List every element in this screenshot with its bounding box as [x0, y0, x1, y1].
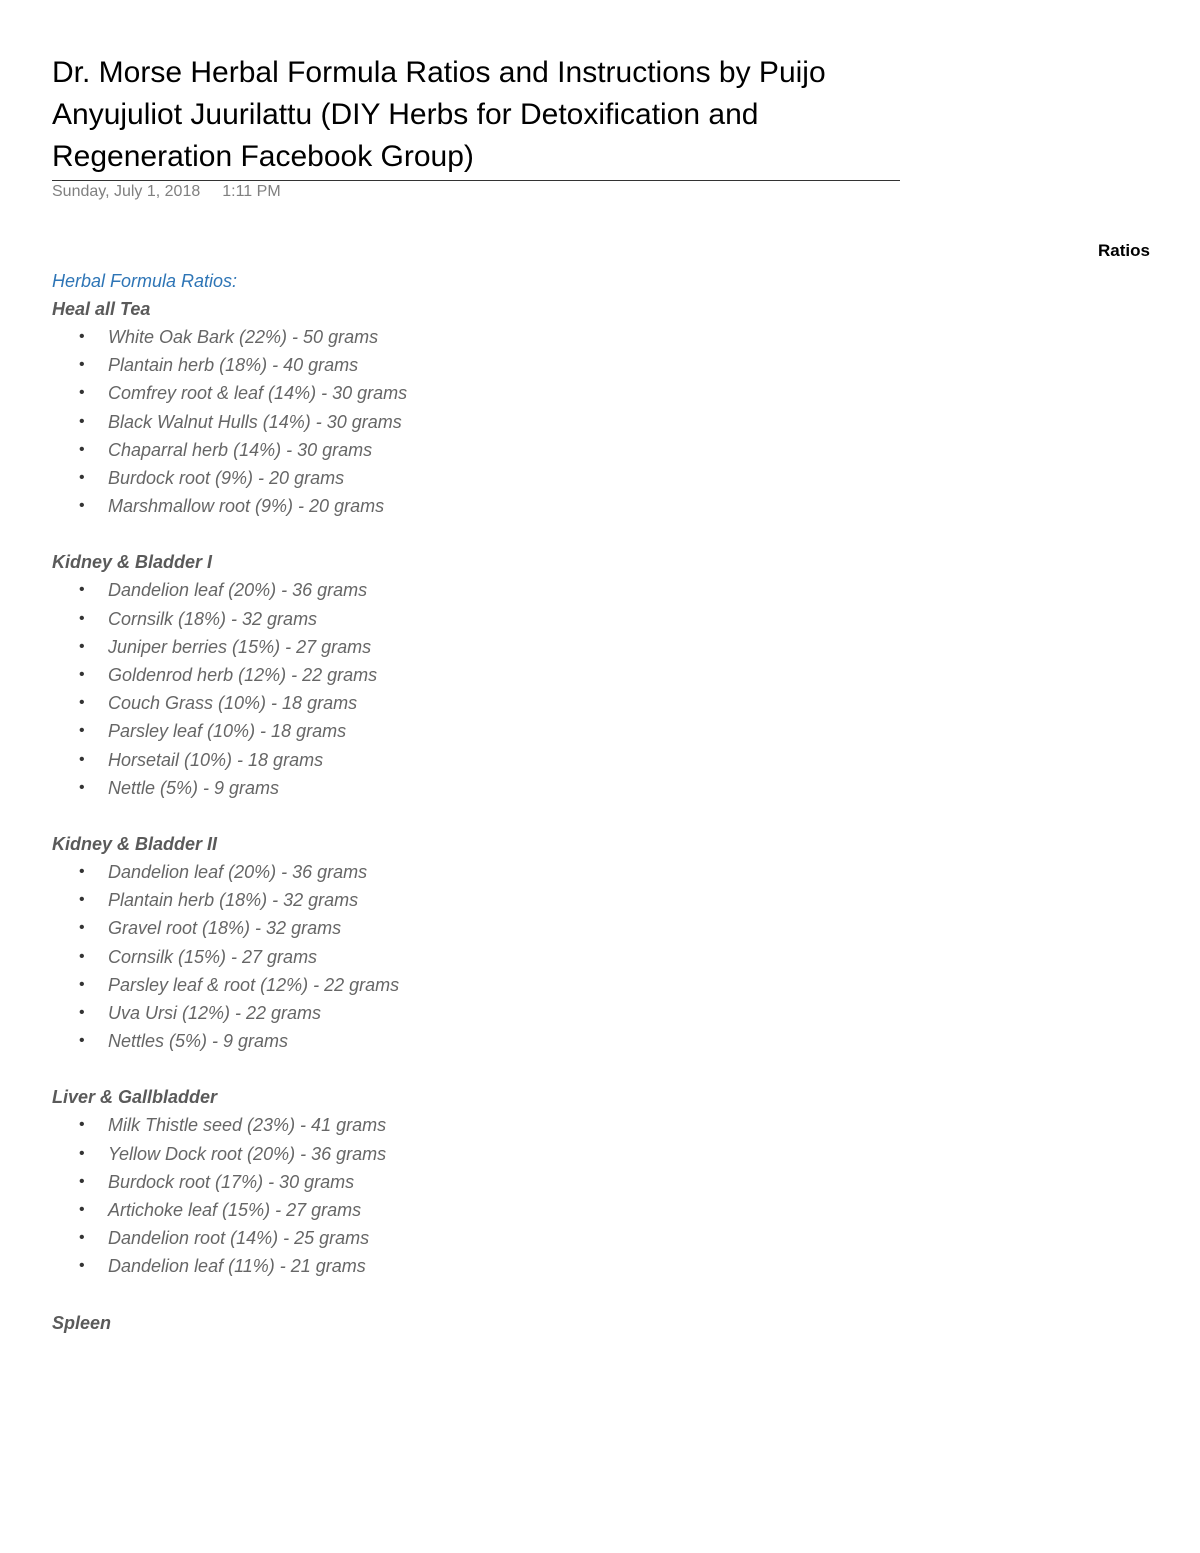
bullet-icon: • [79, 1172, 85, 1190]
herb-list-item [52, 1027, 752, 1055]
herb-list-item [52, 858, 752, 886]
herb-list-item [52, 323, 752, 351]
bullet-icon: • [79, 412, 85, 430]
bullet-icon: • [79, 440, 85, 458]
herb-text: Chaparral herb (14%) - 30 grams [108, 439, 373, 460]
herb-list [52, 576, 752, 802]
bullet-icon: • [79, 1004, 85, 1022]
section-heading: Herbal Formula Ratios: [52, 271, 238, 291]
herb-list-item [52, 351, 752, 379]
page-date: Sunday, July 1, 2018 [52, 183, 201, 200]
herb-text: Dandelion leaf (11%) - 21 grams [108, 1256, 366, 1277]
bullet-icon: • [79, 891, 85, 909]
herb-list-item [52, 492, 752, 520]
herb-list-item [52, 971, 752, 999]
herb-list-item [52, 943, 752, 971]
herb-list-item [52, 379, 752, 407]
herb-list-item [52, 576, 752, 604]
herb-list-item [52, 886, 752, 914]
formula-name: Spleen [52, 1312, 112, 1333]
bullet-icon: • [79, 1144, 85, 1162]
herb-text: Uva Ursi (12%) - 22 grams [108, 1003, 322, 1024]
formula-list [52, 295, 752, 1337]
herb-list-item [52, 408, 752, 436]
herb-list-item [52, 436, 752, 464]
bullet-icon: • [79, 637, 85, 655]
note-content [52, 267, 752, 1365]
formula-block [52, 548, 752, 802]
formula-name: Kidney & Bladder I [52, 552, 213, 573]
herb-text: Plantain herb (18%) - 40 grams [108, 355, 359, 376]
herb-text: Comfrey root & leaf (14%) - 30 grams [108, 383, 408, 404]
herb-text: Milk Thistle seed (23%) - 41 grams [108, 1115, 387, 1136]
herb-text: Horsetail (10%) - 18 grams [108, 749, 324, 770]
bullet-icon: • [79, 497, 85, 515]
bullet-icon: • [79, 1116, 85, 1134]
herb-list [52, 323, 752, 520]
formula-block [52, 1083, 752, 1280]
herb-text: Marshmallow root (9%) - 20 grams [108, 496, 385, 517]
herb-text: Burdock root (9%) - 20 grams [108, 468, 345, 489]
bullet-icon: • [79, 609, 85, 627]
herb-text: Artichoke leaf (15%) - 27 grams [108, 1200, 362, 1221]
herb-list [52, 1111, 752, 1280]
bullet-icon: • [79, 1201, 85, 1219]
page-timestamp [52, 183, 281, 201]
herb-list-item [52, 605, 752, 633]
herb-text: Couch Grass (10%) - 18 grams [108, 693, 358, 714]
herb-text: Dandelion leaf (20%) - 36 grams [108, 580, 368, 601]
herb-list-item [52, 774, 752, 802]
formula-name: Kidney & Bladder II [52, 834, 218, 855]
herb-text: Juniper berries (15%) - 27 grams [108, 636, 372, 657]
formula-name: Liver & Gallbladder [52, 1087, 218, 1108]
herb-list-item [52, 717, 752, 745]
herb-text: Nettle (5%) - 9 grams [108, 777, 280, 798]
page-title: Dr. Morse Herbal Formula Ratios and Instructions by Puijo Anyujuliot Juurilattu (DIY Herbs for Detoxification and Regeneration Facebook Group) [52, 52, 900, 181]
herb-list-item [52, 689, 752, 717]
herb-list-item [52, 633, 752, 661]
formula-block [52, 1309, 752, 1337]
herb-text: Burdock root (17%) - 30 grams [108, 1171, 355, 1192]
herb-text: Cornsilk (18%) - 32 grams [108, 608, 318, 629]
herb-text: Yellow Dock root (20%) - 36 grams [108, 1143, 387, 1164]
herb-text: Dandelion leaf (20%) - 36 grams [108, 862, 368, 883]
herb-list [52, 858, 752, 1055]
bullet-icon: • [79, 750, 85, 768]
bullet-icon: • [79, 1032, 85, 1050]
herb-text: Parsley leaf (10%) - 18 grams [108, 721, 347, 742]
herb-list-item [52, 746, 752, 774]
bullet-icon: • [79, 1229, 85, 1247]
herb-list-item [52, 914, 752, 942]
bullet-icon: • [79, 384, 85, 402]
herb-list-item [52, 1111, 752, 1139]
ratios-tag: Ratios [1098, 241, 1150, 260]
bullet-icon: • [79, 694, 85, 712]
herb-text: Goldenrod herb (12%) - 22 grams [108, 665, 378, 686]
herb-list-item [52, 1140, 752, 1168]
bullet-icon: • [79, 1257, 85, 1275]
herb-text: Nettles (5%) - 9 grams [108, 1031, 289, 1052]
herb-text: Cornsilk (15%) - 27 grams [108, 946, 318, 967]
formula-block [52, 830, 752, 1055]
herb-list-item [52, 999, 752, 1027]
bullet-icon: • [79, 328, 85, 345]
bullet-icon: • [79, 919, 85, 937]
herb-list-item [52, 1168, 752, 1196]
herb-text: Plantain herb (18%) - 32 grams [108, 890, 359, 911]
bullet-icon: • [79, 356, 85, 374]
bullet-icon: • [79, 581, 85, 599]
herb-list-item [52, 1224, 752, 1252]
bullet-icon: • [79, 863, 85, 881]
bullet-icon: • [79, 947, 85, 965]
bullet-icon: • [79, 975, 85, 993]
herb-list-item [52, 464, 752, 492]
bullet-icon: • [79, 469, 85, 487]
formula-block [52, 295, 752, 520]
herb-text: White Oak Bark (22%) - 50 grams [108, 327, 379, 347]
herb-list-item [52, 661, 752, 689]
formula-name: Heal all Tea [52, 299, 151, 319]
herb-text: Gravel root (18%) - 32 grams [108, 918, 342, 939]
herb-text: Dandelion root (14%) - 25 grams [108, 1228, 370, 1249]
herb-text: Parsley leaf & root (12%) - 22 grams [108, 974, 400, 995]
herb-list-item [52, 1196, 752, 1224]
page-time: 1:11 PM [222, 183, 281, 200]
herb-text: Black Walnut Hulls (14%) - 30 grams [108, 411, 402, 432]
herb-list-item [52, 1252, 752, 1280]
bullet-icon: • [79, 666, 85, 684]
bullet-icon: • [79, 778, 85, 796]
bullet-icon: • [79, 722, 85, 740]
